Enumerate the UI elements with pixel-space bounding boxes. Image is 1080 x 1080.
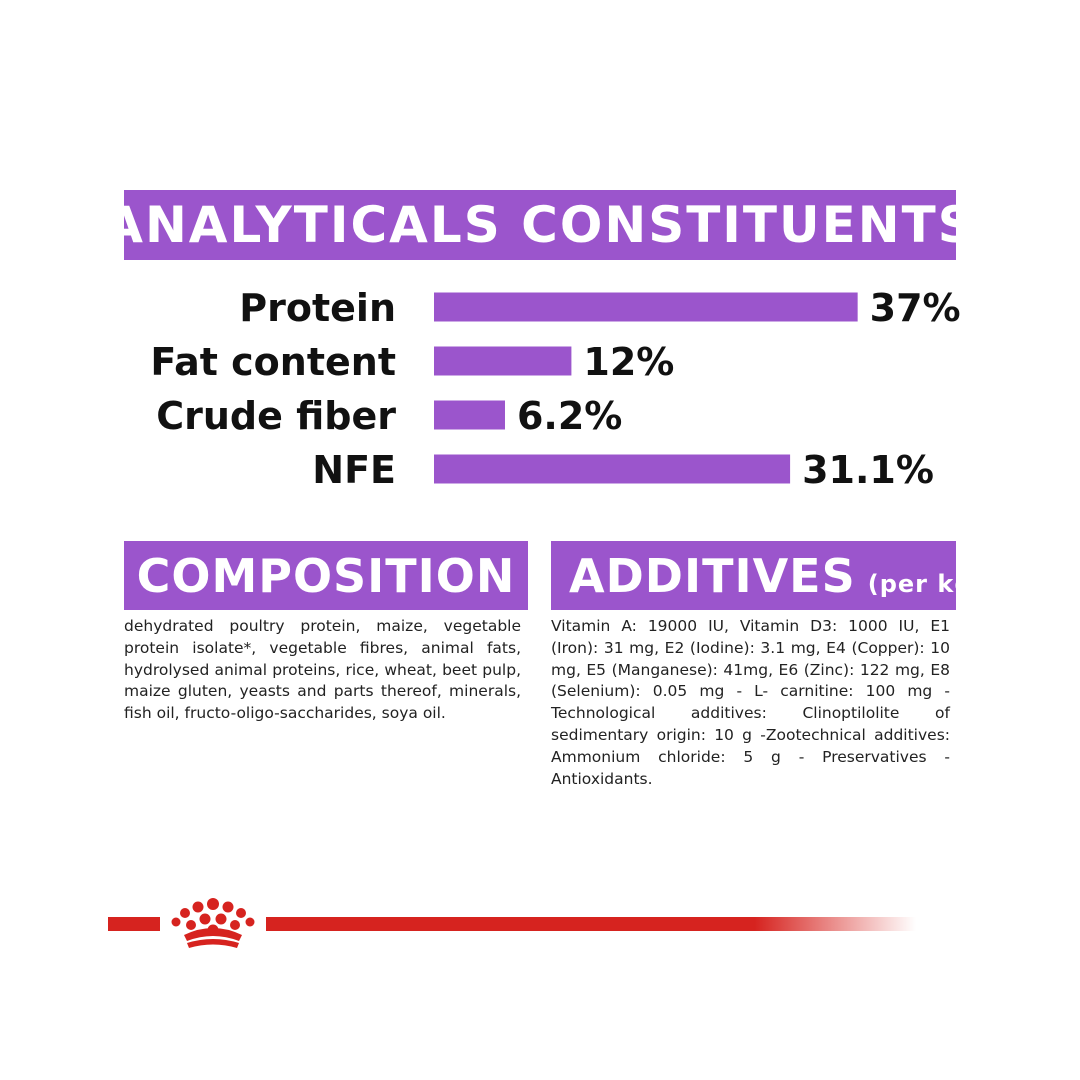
bar xyxy=(434,347,571,376)
value-label: 6.2% xyxy=(516,394,623,438)
category-label: NFE xyxy=(312,448,396,492)
value-label: 12% xyxy=(583,340,675,384)
title-banner xyxy=(104,190,976,260)
category-label: Crude fiber xyxy=(156,394,396,438)
bar xyxy=(434,455,790,484)
category-label: Protein xyxy=(239,286,396,330)
composition-heading: COMPOSITION xyxy=(136,548,516,603)
bar-chart xyxy=(0,270,1080,500)
category-label: Fat content xyxy=(150,340,396,384)
additives-heading: ADDITIVES xyxy=(569,548,856,603)
composition-text: dehydrated poultry protein, maize, vegetable protein isolate*, vegetable fibres, animal fats, hydrolysed animal proteins, rice, wheat, beet pulp, maize gluten, yeasts and parts thereof, minerals, fish oil, fructo-oligo-saccharides, soya oil. xyxy=(124,617,521,723)
royal-crown-icon xyxy=(160,895,266,953)
bar xyxy=(434,401,505,430)
value-label: 37% xyxy=(869,286,961,330)
chart-title: ANALYTICALS CONSTITUENTS xyxy=(104,196,976,254)
composition-banner xyxy=(124,541,528,610)
bar xyxy=(434,293,858,322)
additives-subheading: (per kg) xyxy=(867,569,985,598)
value-label: 31.1% xyxy=(802,448,934,492)
additives-banner xyxy=(551,541,985,610)
additives-text: Vitamin A: 19000 IU, Vitamin D3: 1000 IU, E1 (Iron): 31 mg, E2 (Iodine): 3.1 mg, E4 (Copper): 10 mg, E5 (Manganese): 41mg, E6 (Zinc): 122 mg, E8 (Selenium): 0.05 mg - L- carnitine: 100 mg - Technological additives: Clinoptilolite of sedimentary origin: 10 g -Zootechnical additives: Ammonium chloride: 5 g - Preservatives - Antioxidants. xyxy=(551,617,950,788)
